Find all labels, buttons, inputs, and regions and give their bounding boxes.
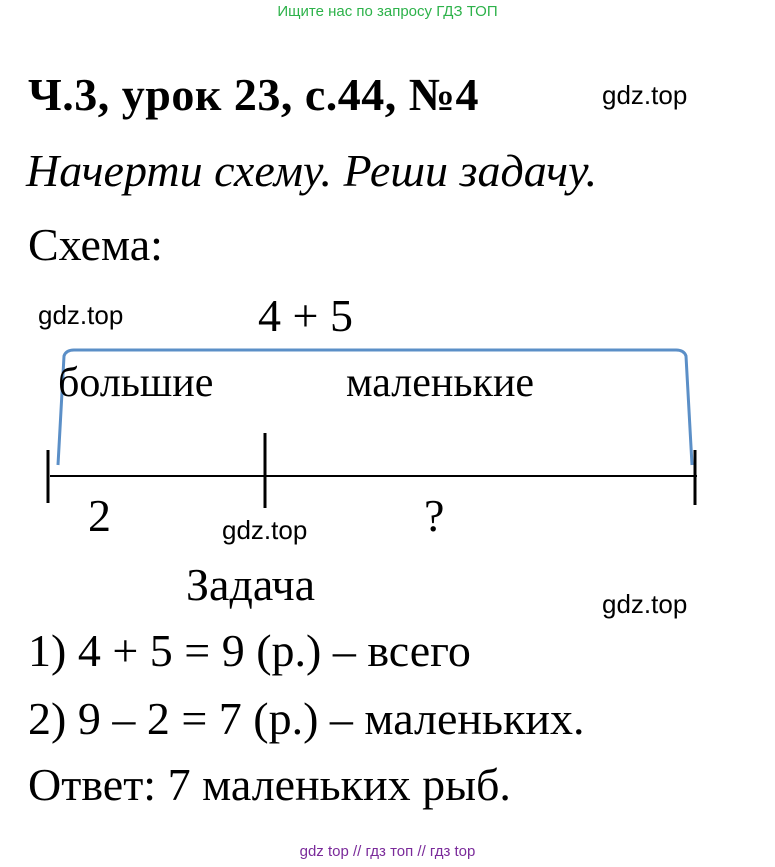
value-small-unknown: ? [424,490,445,541]
solution-step-2: 2) 9 – 2 = 7 (р.) – маленьких. [28,693,585,744]
value-big: 2 [88,490,111,541]
segment-label-big: большие [58,360,214,406]
answer-line: Ответ: 7 маленьких рыб. [28,759,511,810]
watermark: gdz.top [602,589,688,619]
scheme-label: Схема: [28,219,163,270]
segment-label-small: маленькие [346,360,535,406]
problem-heading: Задача [186,559,315,610]
watermark: gdz.top [38,300,124,330]
footer-links[interactable]: gdz top // гдз топ // гдз top [299,843,476,860]
watermark: gdz.top [222,515,308,545]
watermark: gdz.top [602,80,688,110]
solution-step-1: 1) 4 + 5 = 9 (р.) – всего [28,625,471,676]
page-title: Ч.3, урок 23, с.44, №4 [28,69,479,120]
search-banner: Ищите нас по запросу ГДЗ ТОП [277,3,498,20]
scheme-expression: 4 + 5 [258,290,353,341]
task-instruction: Начерти схему. Реши задачу. [26,145,598,196]
